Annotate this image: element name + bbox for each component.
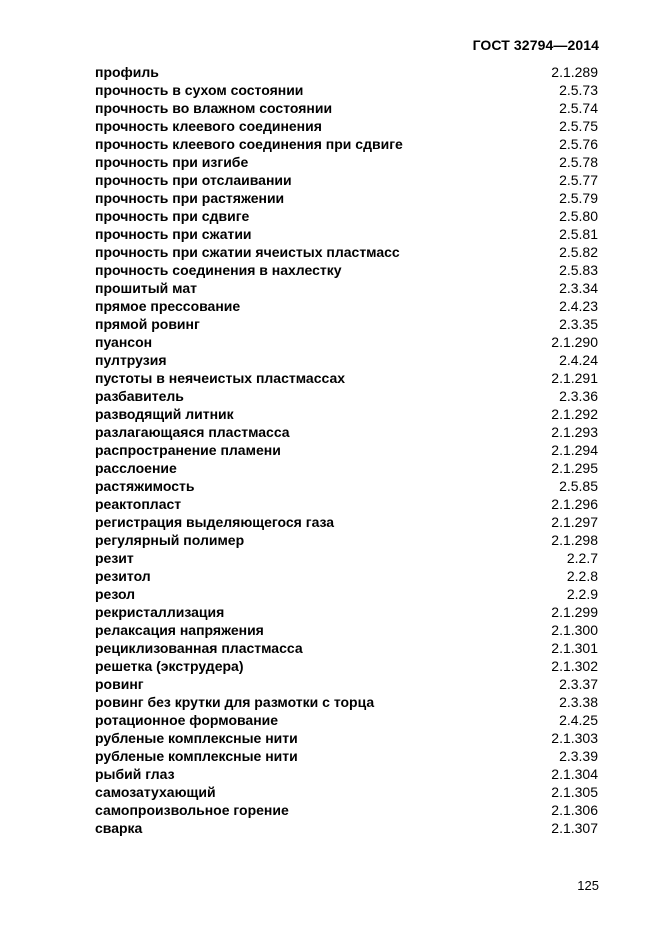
index-entry bbox=[95, 351, 598, 369]
index-entry bbox=[95, 297, 598, 315]
index-entry bbox=[95, 99, 598, 117]
index-reference: 2.1.303 bbox=[551, 730, 598, 746]
index-reference: 2.5.75 bbox=[559, 118, 598, 134]
index-reference: 2.1.290 bbox=[551, 334, 598, 350]
index-reference: 2.1.302 bbox=[551, 658, 598, 674]
index-term: прямое прессование bbox=[95, 298, 241, 314]
index-reference: 2.5.76 bbox=[559, 136, 598, 152]
index-entry bbox=[95, 459, 598, 477]
index-entry bbox=[95, 729, 598, 747]
index-reference: 2.4.24 bbox=[559, 352, 598, 368]
index-reference: 2.3.36 bbox=[559, 388, 598, 404]
index-entry bbox=[95, 657, 598, 675]
index-term: резол bbox=[95, 586, 136, 602]
index-term: прямой ровинг bbox=[95, 316, 200, 332]
index-reference: 2.5.79 bbox=[559, 190, 598, 206]
index-term: расслоение bbox=[95, 460, 177, 476]
index-term: прочность клеевого соединения при сдвиге bbox=[95, 136, 403, 152]
index-entry bbox=[95, 819, 598, 837]
term-index-list bbox=[95, 63, 598, 837]
index-entry bbox=[95, 225, 598, 243]
index-reference: 2.5.78 bbox=[559, 154, 598, 170]
index-reference: 2.1.300 bbox=[551, 622, 598, 638]
index-entry bbox=[95, 675, 598, 693]
index-reference: 2.1.299 bbox=[551, 604, 598, 620]
index-entry bbox=[95, 783, 598, 801]
index-term: рубленые комплексные нити bbox=[95, 748, 298, 764]
index-term: ровинг без крутки для размотки с торца bbox=[95, 694, 375, 710]
index-reference: 2.1.295 bbox=[551, 460, 598, 476]
index-entry bbox=[95, 171, 598, 189]
index-entry bbox=[95, 711, 598, 729]
index-entry bbox=[95, 495, 598, 513]
index-entry bbox=[95, 279, 598, 297]
index-reference: 2.1.305 bbox=[551, 784, 598, 800]
index-reference: 2.2.9 bbox=[566, 586, 598, 602]
index-term: рыбий глаз bbox=[95, 766, 175, 782]
index-reference: 2.5.85 bbox=[559, 478, 598, 494]
index-term: рециклизованная пластмасса bbox=[95, 640, 303, 656]
index-term: ротационное формование bbox=[95, 712, 279, 728]
index-reference: 2.4.23 bbox=[559, 298, 598, 314]
index-term: прочность соединения в нахлестку bbox=[95, 262, 342, 278]
index-term: реактопласт bbox=[95, 496, 182, 512]
index-entry bbox=[95, 369, 598, 387]
index-reference: 2.1.304 bbox=[551, 766, 598, 782]
index-term: резит bbox=[95, 550, 134, 566]
index-term: растяжимость bbox=[95, 478, 195, 494]
index-term: регулярный полимер bbox=[95, 532, 245, 548]
index-entry bbox=[95, 693, 598, 711]
index-entry bbox=[95, 621, 598, 639]
index-entry bbox=[95, 531, 598, 549]
index-entry bbox=[95, 333, 598, 351]
index-reference: 2.1.296 bbox=[551, 496, 598, 512]
index-entry bbox=[95, 477, 598, 495]
index-term: релаксация напряжения bbox=[95, 622, 264, 638]
index-term: прочность при сдвиге bbox=[95, 208, 250, 224]
index-entry bbox=[95, 585, 598, 603]
index-reference: 2.1.291 bbox=[551, 370, 598, 386]
index-entry bbox=[95, 135, 598, 153]
index-entry bbox=[95, 63, 598, 81]
index-entry bbox=[95, 153, 598, 171]
index-entry bbox=[95, 567, 598, 585]
index-term: разбавитель bbox=[95, 388, 184, 404]
index-reference: 2.3.38 bbox=[559, 694, 598, 710]
index-entry bbox=[95, 117, 598, 135]
index-entry bbox=[95, 189, 598, 207]
index-entry bbox=[95, 441, 598, 459]
index-entry bbox=[95, 765, 598, 783]
index-reference: 2.5.80 bbox=[559, 208, 598, 224]
index-reference: 2.5.77 bbox=[559, 172, 598, 188]
index-entry bbox=[95, 639, 598, 657]
index-reference: 2.1.307 bbox=[551, 820, 598, 836]
index-reference: 2.1.293 bbox=[551, 424, 598, 440]
index-reference: 2.1.298 bbox=[551, 532, 598, 548]
index-term: прочность при изгибе bbox=[95, 154, 249, 170]
index-reference: 2.2.7 bbox=[566, 550, 598, 566]
index-term: самопроизвольное горение bbox=[95, 802, 289, 818]
index-entry bbox=[95, 207, 598, 225]
index-entry bbox=[95, 549, 598, 567]
index-reference: 2.5.73 bbox=[559, 82, 598, 98]
index-reference: 2.4.25 bbox=[559, 712, 598, 728]
index-reference: 2.5.74 bbox=[559, 100, 598, 116]
index-reference: 2.1.297 bbox=[551, 514, 598, 530]
index-entry bbox=[95, 513, 598, 531]
index-term: разводящий литник bbox=[95, 406, 234, 422]
index-term: разлагающаяся пластмасса bbox=[95, 424, 290, 440]
index-term: рубленые комплексные нити bbox=[95, 730, 298, 746]
index-reference: 2.3.35 bbox=[559, 316, 598, 332]
index-term: решетка (экструдера) bbox=[95, 658, 244, 674]
index-term: прочность при сжатии bbox=[95, 226, 252, 242]
index-reference: 2.1.294 bbox=[551, 442, 598, 458]
index-term: пултрузия bbox=[95, 352, 167, 368]
index-entry bbox=[95, 423, 598, 441]
index-entry bbox=[95, 405, 598, 423]
index-reference: 2.3.37 bbox=[559, 676, 598, 692]
index-reference: 2.1.289 bbox=[551, 64, 598, 80]
index-reference: 2.2.8 bbox=[566, 568, 598, 584]
standard-number: ГОСТ 32794—2014 bbox=[472, 37, 599, 53]
index-reference: 2.5.82 bbox=[559, 244, 598, 260]
index-reference: 2.1.292 bbox=[551, 406, 598, 422]
index-reference: 2.1.306 bbox=[551, 802, 598, 818]
index-entry bbox=[95, 315, 598, 333]
index-entry bbox=[95, 747, 598, 765]
index-term: прочность при отслаивании bbox=[95, 172, 292, 188]
index-reference: 2.3.34 bbox=[559, 280, 598, 296]
index-term: распространение пламени bbox=[95, 442, 281, 458]
index-term: пуансон bbox=[95, 334, 153, 350]
index-entry bbox=[95, 261, 598, 279]
page-number: 125 bbox=[577, 878, 599, 893]
index-term: прочность при сжатии ячеистых пластмасс bbox=[95, 244, 400, 260]
index-term: рекристаллизация bbox=[95, 604, 225, 620]
index-term: самозатухающий bbox=[95, 784, 216, 800]
index-reference: 2.5.83 bbox=[559, 262, 598, 278]
index-term: прочность в сухом состоянии bbox=[95, 82, 304, 98]
index-term: ровинг bbox=[95, 676, 144, 692]
index-term: прочность при растяжении bbox=[95, 190, 285, 206]
index-term: пустоты в неячеистых пластмассах bbox=[95, 370, 346, 386]
index-term: прочность клеевого соединения bbox=[95, 118, 322, 134]
index-entry bbox=[95, 801, 598, 819]
index-entry bbox=[95, 603, 598, 621]
index-entry bbox=[95, 81, 598, 99]
index-term: прошитый мат bbox=[95, 280, 197, 296]
index-term: профиль bbox=[95, 64, 159, 80]
index-reference: 2.5.81 bbox=[559, 226, 598, 242]
index-entry bbox=[95, 243, 598, 261]
index-reference: 2.3.39 bbox=[559, 748, 598, 764]
document-header bbox=[473, 37, 599, 53]
index-term: резитол bbox=[95, 568, 151, 584]
index-entry bbox=[95, 387, 598, 405]
index-reference: 2.1.301 bbox=[551, 640, 598, 656]
index-term: сварка bbox=[95, 820, 143, 836]
index-term: регистрация выделяющегося газа bbox=[95, 514, 335, 530]
index-term: прочность во влажном состоянии bbox=[95, 100, 333, 116]
